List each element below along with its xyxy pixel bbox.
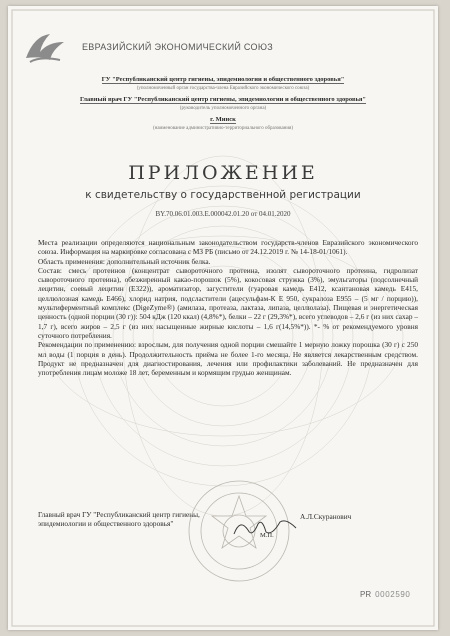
union-name: ЕВРАЗИЙСКИЙ ЭКОНОМИЧЕСКИЙ СОЮЗ — [82, 42, 273, 52]
signatory-position: Главный врач ГУ "Республиканский центр гигиены, эпидемиологии и общественного здоровья" — [38, 510, 200, 529]
document-subtitle: к свидетельству о государственной регистрации — [85, 189, 361, 201]
eaeu-emblem-icon — [20, 28, 70, 72]
org-line: ГУ "Республиканский центр гигиены, эпидемиологии и общественного здоровья" — [101, 76, 345, 83]
form-serial-number: 0002590 — [375, 590, 411, 599]
document-header — [8, 28, 438, 68]
signatory-name: А.Л.Скуранович — [300, 512, 352, 521]
city-line: г. Минск — [210, 116, 236, 123]
stamp-mark: М.П. — [260, 532, 274, 539]
chief-caption: (руководитель уполномоченного органа) — [179, 106, 267, 111]
registration-number: BY.70.06.01.003.E.000042.01.20 от 04.01.2020 — [155, 210, 291, 218]
form-series: PR — [360, 590, 372, 599]
document-title: ПРИЛОЖЕНИЕ — [128, 162, 318, 184]
body-paragraph: Область применения: дополнительный источник белка. — [38, 256, 211, 266]
city-caption: (наименование административно-территориального образования) — [152, 126, 293, 131]
document-body — [38, 238, 418, 377]
form-number — [360, 590, 410, 599]
body-paragraph: Состав: смесь протеинов (концентрат сывороточного протеина, изолят сывороточного протеина, гидролизат сывороточного протеина), обезжиренный какао-порошок (5%), кокосовая стружка (3%), эмульгаторы (подсолнечный лецитин, соевый лецитин (Е322)), ароматизатор, загустители (гуаровая камедь Е412, ксантановая камедь Е415, целлюлозная камедь Е466), хлорид натрия, подсластители (ацесульфам-К Е 950, сукралоза Е955 – (5 мг / порцию)), мультиферментный комплекс (DigeZyme®) (амилаза, протеаза, лактаза, липаза, целлюлаза). Пищевая и энергетическая ценность (одной порции (30 г)): 504 кДж (120 ккал) (4,8%*), белки – 22 г (29,3%*), всего углеводов – 2,6 г (из них сахар – 1,7 г), всего жиров – 2,5 г (из них насыщенные жирные кислоты – 1,6 г(14,5%*)). *- % от рекомендуемого уровня суточного потребления. — [38, 265, 418, 340]
body-paragraph: Рекомендации по применению: взрослым, для получения одной порции смешайте 1 мерную ложку порошка (30 г) с 250 мл воды (1 порция в день). Продолжительность приёма не более 1-го месяца. Не является лекарственным средством. Продукт не предназначен для диагностирования, лечения или профилактики заболеваний. Не предназначен для употребления лицам моложе 18 лет, беременным и кормящим грудью женщинам. — [38, 340, 418, 378]
chief-line: Главный врач ГУ "Республиканский центр гигиены, эпидемиологии и общественного здоровья" — [79, 96, 367, 103]
certificate-sheet — [8, 6, 438, 630]
org-caption: (уполномоченный орган государства-члена Евразийского экономического союза) — [136, 86, 310, 91]
body-paragraph: Места реализации определяются национальным законодательством государств-членов Евразийского экономического союза. Информация на маркировке согласована с МЗ РБ (письмо от 24.12.2019 г. № 14-18-01/1061). — [38, 238, 418, 257]
